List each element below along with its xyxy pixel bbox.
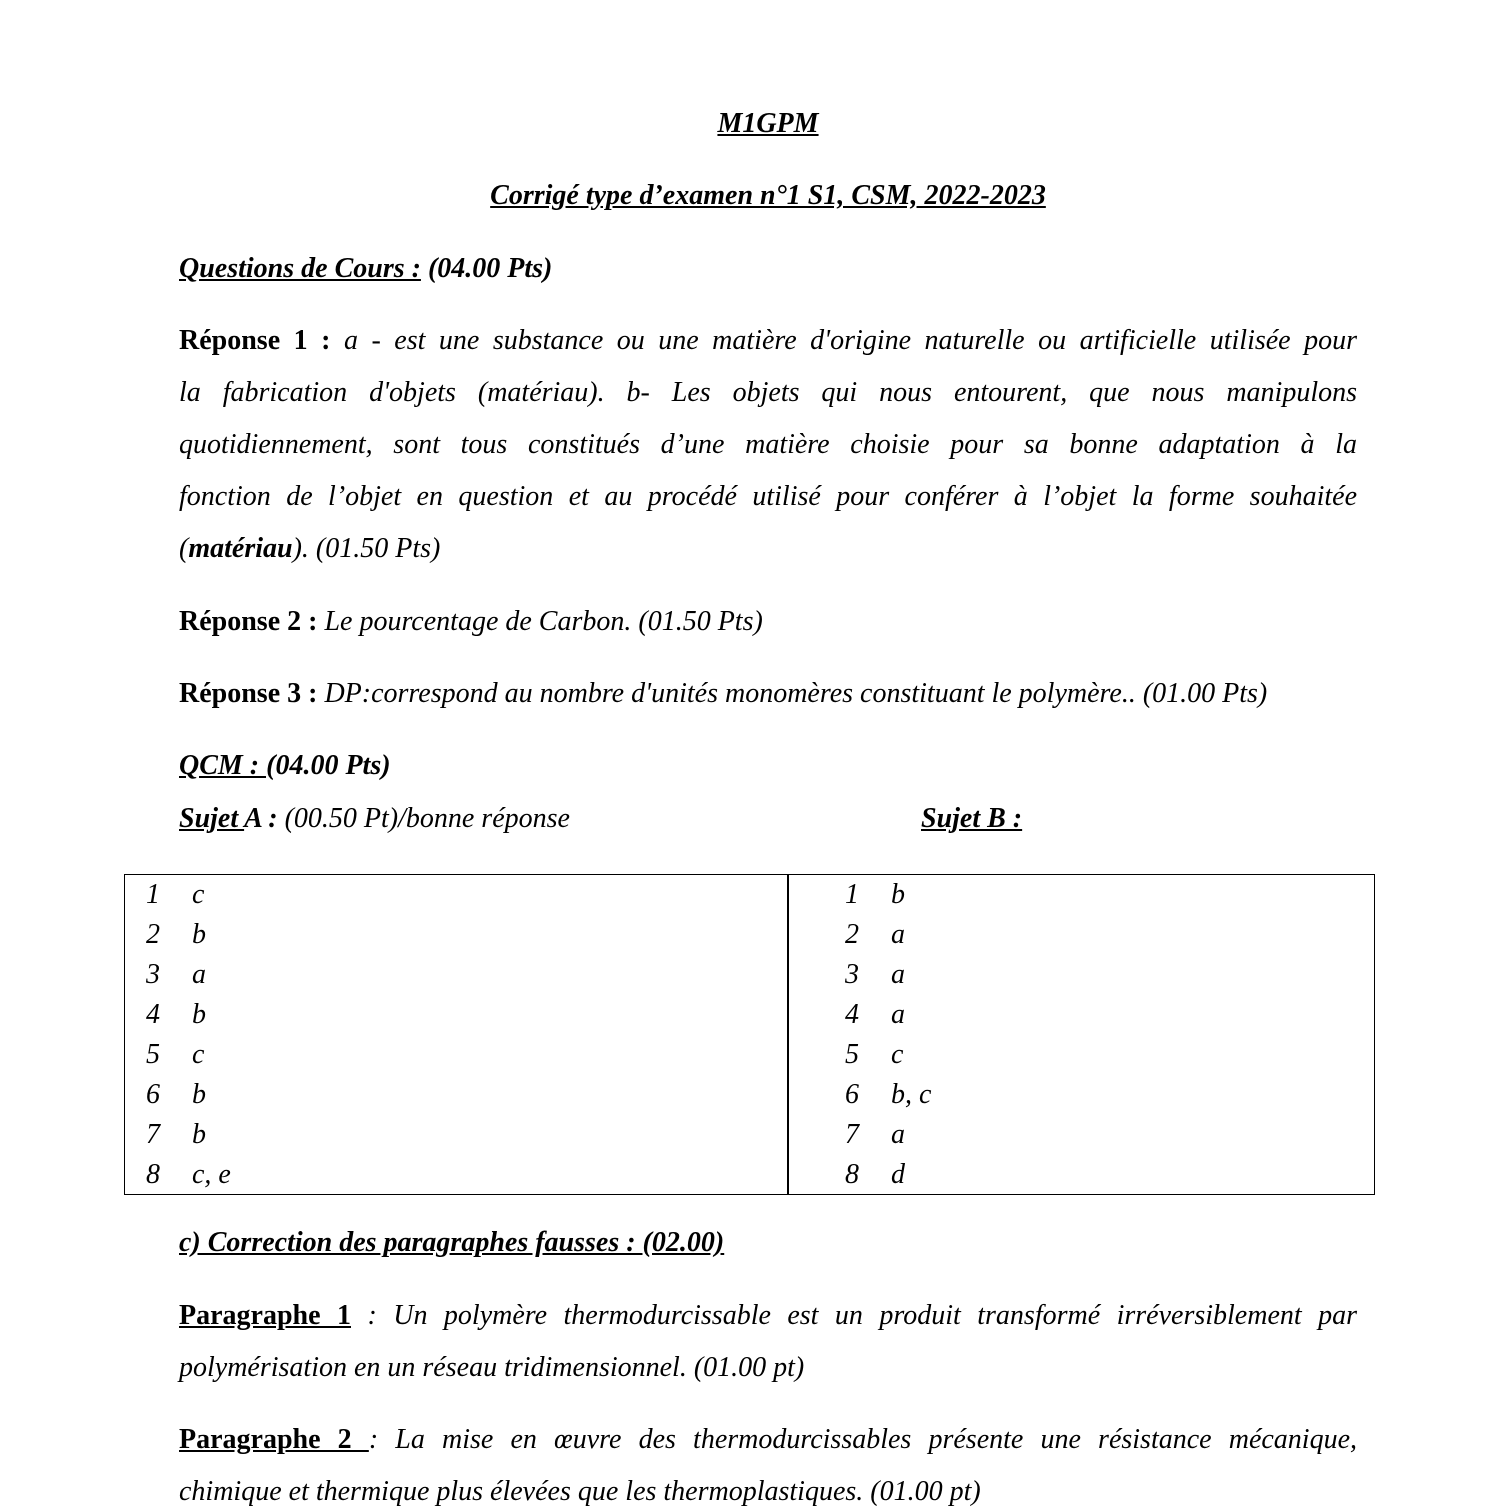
cours-heading-points: (04.00 Pts) xyxy=(420,253,553,284)
sujet-a-note: (00.50 Pt)/bonne réponse xyxy=(277,803,570,834)
table-row: 1 c xyxy=(146,879,205,910)
reponse-2-label: Réponse 2 : xyxy=(179,606,318,637)
table-row: 2 b xyxy=(146,919,206,950)
table-row: 2 a xyxy=(845,919,905,950)
reponse-2: Réponse 2 : Le pourcentage de Carbon. (01.50 Pts) xyxy=(179,606,763,637)
document-title: Corrigé type d’examen n°1 S1, CSM, 2022-2023 xyxy=(490,180,1046,211)
table-row: 6 b xyxy=(146,1079,206,1110)
reponse-1-line-4: fonction de l’objet en question et au procédé utilisé pour conférer à l’objet la forme souhaitée xyxy=(179,481,1357,512)
course-code: M1GPM xyxy=(717,108,819,139)
paragraphe-1-line-2: polymérisation en un réseau tridimensionnel. (01.00 pt) xyxy=(179,1352,805,1383)
table-row: 7 a xyxy=(845,1119,905,1150)
paragraphe-1-label: Paragraphe 1 xyxy=(179,1300,351,1331)
paragraphe-2-label: Paragraphe 2 xyxy=(179,1424,369,1455)
cours-heading-label: Questions de Cours : xyxy=(179,253,421,284)
sujet-a-column xyxy=(146,877,231,1197)
paragraphe-2-line-2: chimique et thermique plus élevées que les thermoplastiques. (01.00 pt) xyxy=(179,1476,981,1507)
reponse-1-line-2: la fabrication d'objets (matériau). b- Les objets qui nous entourent, que nous manipulons xyxy=(179,377,1357,408)
table-row: 1 b xyxy=(845,879,905,910)
paragraphe-2-line-1: Paragraphe 2 : La mise en œuvre des thermodurcissables présente une résistance mécanique, xyxy=(179,1424,1358,1455)
table-row: 3 a xyxy=(146,959,206,990)
qcm-answer-table xyxy=(124,874,1375,1195)
reponse-1-label: Réponse 1 : xyxy=(179,325,331,356)
sujet-b-heading: Sujet B : xyxy=(921,803,1023,834)
sujet-a-heading: Sujet A : (00.50 Pt)/bonne réponse xyxy=(179,803,570,834)
table-divider xyxy=(787,875,789,1194)
paragraphe-1-line-1: Paragraphe 1 : Un polymère thermodurcissable est un produit transformé irréversiblement par xyxy=(179,1300,1358,1331)
reponse-1-line-5: (matériau). (01.50 Pts) xyxy=(179,533,441,564)
table-row: 4 b xyxy=(146,999,206,1030)
reponse-1-line-1: Réponse 1 : a - est une substance ou une matière d'origine naturelle ou artificielle utilisée pour xyxy=(179,325,1357,356)
sujet-b-column xyxy=(845,877,931,1197)
materiau-bold: matériau xyxy=(188,533,293,564)
table-row: 4 a xyxy=(845,999,905,1030)
reponse-3-label: Réponse 3 : xyxy=(179,678,318,709)
table-row: 6 b, c xyxy=(845,1079,932,1110)
table-row: 5 c xyxy=(146,1039,205,1070)
table-row: 8 d xyxy=(845,1159,905,1190)
table-row: 7 b xyxy=(146,1119,206,1150)
reponse-1-line-3: quotidiennement, sont tous constitués d’une matière choisie pour sa bonne adaptation à la xyxy=(179,429,1357,460)
qcm-heading: QCM : (04.00 Pts) xyxy=(179,750,391,781)
table-row: 5 c xyxy=(845,1039,904,1070)
table-row: 3 a xyxy=(845,959,905,990)
reponse-3: Réponse 3 : DP:correspond au nombre d'unités monomères constituant le polymère.. (01.00 Pts) xyxy=(179,678,1268,709)
cours-heading xyxy=(179,253,1357,285)
correction-heading: c) Correction des paragraphes fausses : (02.00) xyxy=(179,1227,725,1258)
table-row: 8 c, e xyxy=(146,1159,231,1190)
